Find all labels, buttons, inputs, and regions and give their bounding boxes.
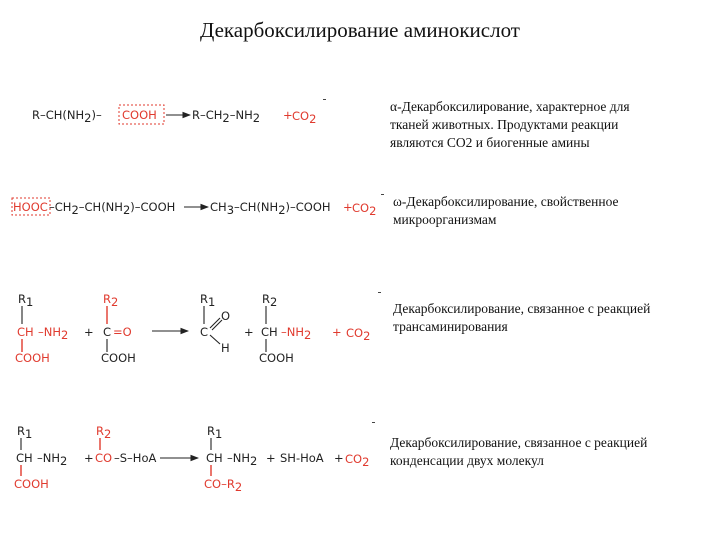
formula-text: –NH2 — [227, 451, 258, 468]
formula-text: CO–R2 — [204, 477, 243, 494]
reaction-1-equation — [32, 105, 316, 126]
formula-text: –S–HoA — [114, 451, 157, 465]
co2-product: CO2 — [292, 109, 317, 126]
formula-text: COOH — [259, 351, 294, 365]
formula-text: CH — [16, 451, 33, 465]
reaction-4-equation — [14, 424, 369, 494]
desc-line: тканей животных. Продуктами реакции — [390, 117, 619, 132]
formula-text: R1 — [200, 292, 216, 309]
desc-line: ω-Декарбоксилирование, свойственное — [393, 194, 619, 209]
page-title: Декарбоксилирование аминокислот — [200, 18, 520, 42]
formula-text: CH — [206, 451, 223, 465]
formula-text: –NH2 — [281, 325, 312, 342]
formula-text: R1 — [18, 292, 34, 309]
reaction-2-equation — [12, 198, 376, 218]
formula-text: CH — [17, 325, 34, 339]
formula-text: –NH2 — [38, 325, 69, 342]
plus-sign: + — [266, 451, 276, 465]
formula-text: C — [103, 325, 112, 339]
formula-text: R2 — [96, 424, 112, 441]
formula-text: –NH2 — [37, 451, 68, 468]
formula-text: =O — [113, 325, 132, 339]
formula-text: R1 — [207, 424, 223, 441]
carboxyl-group: HOOC — [13, 200, 48, 214]
plus-sign: + — [84, 451, 94, 465]
plus-sign: + — [283, 108, 293, 122]
reaction-3-equation — [15, 292, 370, 365]
plus-sign: + — [332, 325, 342, 339]
formula-text: CH3–CH(NH2)–COOH — [210, 200, 331, 217]
formula-text: H — [221, 341, 230, 355]
co2-product: CO2 — [352, 201, 377, 218]
co2-product: CO2 — [345, 452, 370, 469]
carboxyl-group: COOH — [122, 108, 157, 122]
formula-text: R2 — [103, 292, 119, 309]
desc-line: являются СО2 и биогенные амины — [390, 135, 590, 150]
desc-line: Декарбоксилирование, связанное с реакцией — [390, 435, 648, 450]
formula-text: O — [221, 309, 231, 323]
formula-text: R–CH(NH2)– — [32, 108, 102, 125]
plus-sign: + — [343, 200, 353, 214]
formula-text: CO — [95, 451, 113, 465]
formula-text: R–CH2–NH2 — [192, 108, 261, 125]
formula-text: SH-HoA — [280, 451, 324, 465]
desc-line: микроорганизмам — [393, 212, 497, 227]
formula-text: CH — [261, 325, 278, 339]
co2-product: CO2 — [346, 326, 371, 343]
formula-text: R1 — [17, 424, 33, 441]
plus-sign: + — [84, 325, 94, 339]
formula-text: –CH2–CH(NH2)–COOH — [49, 200, 176, 217]
formula-text: C — [200, 325, 209, 339]
bond — [210, 335, 220, 344]
desc-line: Декарбоксилирование, связанное с реакцией — [393, 301, 651, 316]
desc-line: трансаминирования — [393, 319, 508, 334]
carboxyl-group: COOH — [15, 351, 50, 365]
formula-text: R2 — [262, 292, 278, 309]
formula-text: COOH — [101, 351, 136, 365]
plus-sign: + — [244, 325, 254, 339]
desc-line: α-Декарбоксилирование, характерное для — [390, 99, 630, 114]
plus-sign: + — [334, 451, 344, 465]
carboxyl-group: COOH — [14, 477, 49, 491]
desc-line: конденсации двух молекул — [390, 453, 544, 468]
